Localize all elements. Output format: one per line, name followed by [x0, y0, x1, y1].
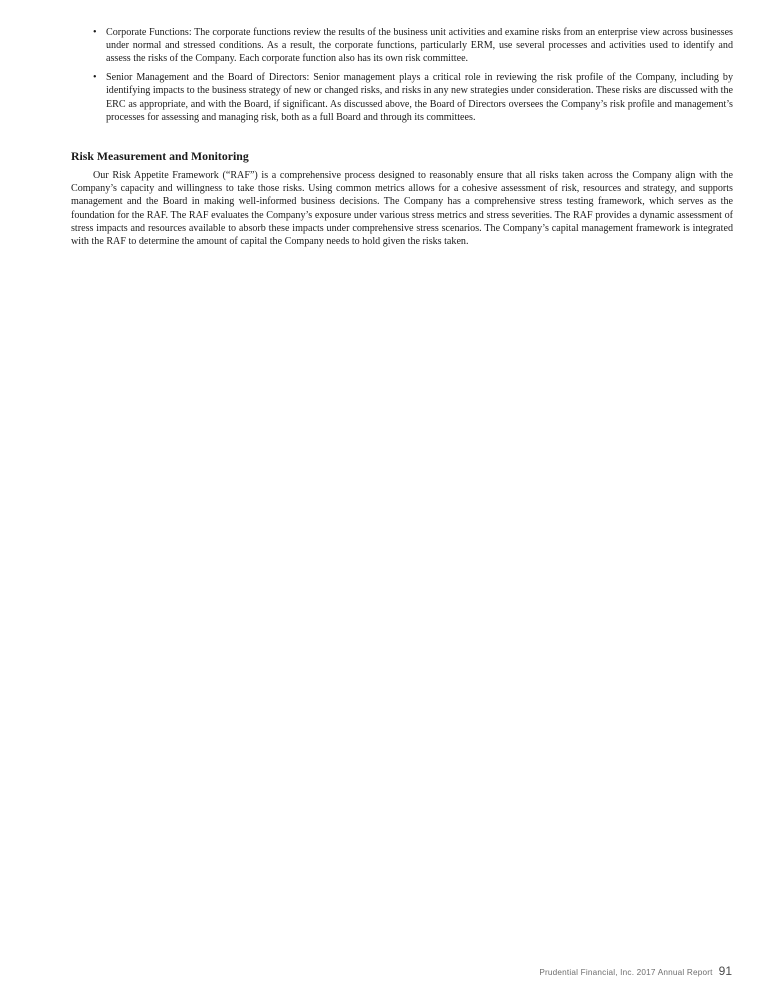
page-footer: [539, 964, 732, 978]
bullet-icon: •: [93, 72, 97, 84]
bullet-item-senior-management: [71, 71, 733, 124]
bullet-list: [71, 26, 733, 124]
page-number: 91: [718, 964, 732, 978]
bullet-text: Senior Management and the Board of Directors: Senior management plays a critical role in reviewing the risk profile of the Company, including by identifying impacts to the business strategy of new or changed risks, and risks in any new strategies under consideration. These risks are discussed with the ERC as appropriate, and with the Board, if significant. As discussed above, the Board of Directors oversees the Company’s risk profile and management’s processes for assessing and managing risk, both as a full Board and through its committees.: [106, 72, 733, 123]
bullet-icon: •: [93, 27, 97, 38]
document-body: [71, 26, 733, 248]
bullet-text: Corporate Functions: The corporate functions review the results of the business unit activities and examine risks from an enterprise view across businesses under normal and stressed conditions. As a result, the corporate functions, particularly ERM, use several processes and activities used to identify and assess the risks of the Company. Each corporate function also has its own risk committee.: [106, 27, 733, 65]
section-paragraph: Our Risk Appetite Framework (“RAF”) is a comprehensive process designed to reasonably ensure that all risks taken across the Company align with the Company’s capacity and willingness to take those risks. Using common metrics allows for a cohesive assessment of risk, resources and strategy, and supports management and the Board in making well-informed business decisions. The Company has a comprehensive stress testing framework, which serves as the foundation for the RAF. The RAF evaluates the Company’s exposure under various stress metrics and stress severities. The RAF provides a dynamic assessment of stress impacts and resources available to absorb these impacts under comprehensive stress scenarios. The Company’s capital management framework is integrated with the RAF to determine the amount of capital the Company needs to hold given the risks taken.: [71, 169, 733, 247]
bullet-item-corporate-functions: [71, 26, 733, 66]
footer-report-title: Prudential Financial, Inc. 2017 Annual Report: [539, 968, 713, 977]
section-heading: Risk Measurement and Monitoring: [71, 148, 249, 163]
